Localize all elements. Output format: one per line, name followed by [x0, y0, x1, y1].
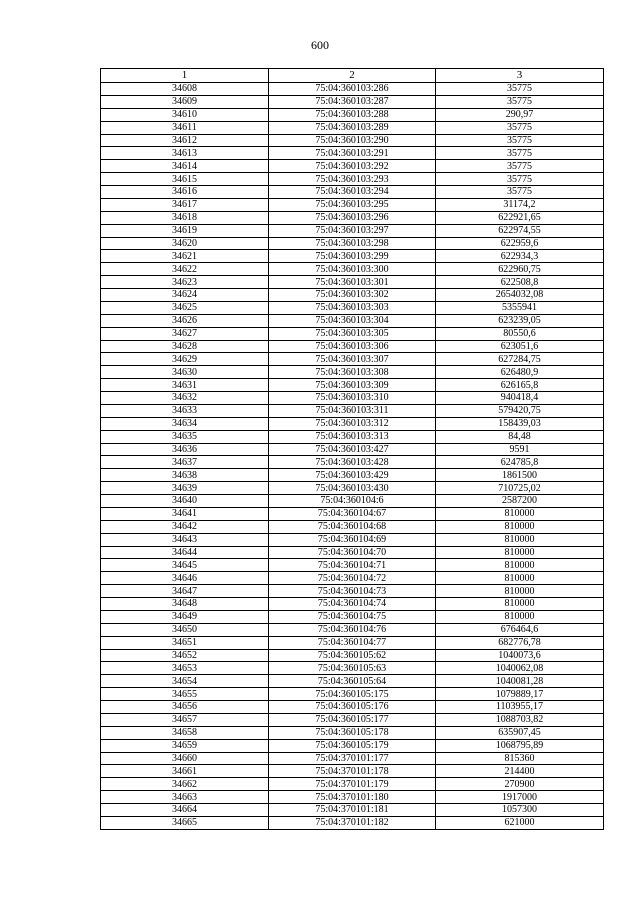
table-row — [101, 443, 604, 456]
row-number-cell: 34655 — [101, 688, 269, 701]
row-number-cell: 34617 — [101, 198, 269, 211]
value-cell: 270900 — [436, 778, 604, 791]
table-row — [101, 688, 604, 701]
table-row — [101, 263, 604, 276]
value-cell: 623239,05 — [436, 314, 604, 327]
table-row — [101, 791, 604, 804]
value-cell: 579420,75 — [436, 404, 604, 417]
cadastral-number-cell: 75:04:360103:429 — [269, 469, 436, 482]
table-row — [101, 752, 604, 765]
value-cell: 35775 — [436, 173, 604, 186]
row-number-cell: 34648 — [101, 598, 269, 611]
cadastral-number-cell: 75:04:360103:427 — [269, 443, 436, 456]
cadastral-number-cell: 75:04:360103:309 — [269, 379, 436, 392]
table-row — [101, 816, 604, 829]
row-number-cell: 34627 — [101, 327, 269, 340]
cadastral-number-cell: 75:04:360103:292 — [269, 160, 436, 173]
value-cell: 810000 — [436, 572, 604, 585]
row-number-cell: 34630 — [101, 366, 269, 379]
table-row — [101, 533, 604, 546]
row-number-cell: 34639 — [101, 482, 269, 495]
value-cell: 1861500 — [436, 469, 604, 482]
row-number-cell: 34651 — [101, 636, 269, 649]
value-cell: 80550,6 — [436, 327, 604, 340]
cadastral-number-cell: 75:04:360105:64 — [269, 675, 436, 688]
cadastral-number-cell: 75:04:360103:286 — [269, 83, 436, 96]
row-number-cell: 34620 — [101, 237, 269, 250]
row-number-cell: 34608 — [101, 83, 269, 96]
value-cell: 622934,3 — [436, 250, 604, 263]
cadastral-number-cell: 75:04:360103:430 — [269, 482, 436, 495]
table-row — [101, 340, 604, 353]
cadastral-number-cell: 75:04:360105:175 — [269, 688, 436, 701]
table-row — [101, 662, 604, 675]
cadastral-number-cell: 75:04:360104:76 — [269, 623, 436, 636]
table-row — [101, 121, 604, 134]
cadastral-number-cell: 75:04:360103:312 — [269, 417, 436, 430]
table-row — [101, 610, 604, 623]
row-number-cell: 34657 — [101, 713, 269, 726]
table-row — [101, 186, 604, 199]
cadastral-number-cell: 75:04:360105:178 — [269, 726, 436, 739]
value-cell: 810000 — [436, 585, 604, 598]
value-cell: 810000 — [436, 546, 604, 559]
row-number-cell: 34642 — [101, 520, 269, 533]
value-cell: 621000 — [436, 816, 604, 829]
cadastral-number-cell: 75:04:360103:302 — [269, 289, 436, 302]
row-number-cell: 34652 — [101, 649, 269, 662]
cadastral-number-cell: 75:04:360104:67 — [269, 507, 436, 520]
table-row — [101, 739, 604, 752]
value-cell: 35775 — [436, 147, 604, 160]
table-row — [101, 482, 604, 495]
cadastral-number-cell: 75:04:360103:295 — [269, 198, 436, 211]
cadastral-number-cell: 75:04:360105:177 — [269, 713, 436, 726]
cadastral-number-cell: 75:04:360105:179 — [269, 739, 436, 752]
value-cell: 1103955,17 — [436, 701, 604, 714]
row-number-cell: 34646 — [101, 572, 269, 585]
table-row — [101, 520, 604, 533]
table-row — [101, 224, 604, 237]
cadastral-number-cell: 75:04:360103:294 — [269, 186, 436, 199]
cadastral-number-cell: 75:04:360104:74 — [269, 598, 436, 611]
page-number: 600 — [311, 38, 329, 52]
row-number-cell: 34640 — [101, 495, 269, 508]
value-cell: 627284,75 — [436, 353, 604, 366]
row-number-cell: 34638 — [101, 469, 269, 482]
cadastral-number-cell: 75:04:360104:72 — [269, 572, 436, 585]
table-row — [101, 314, 604, 327]
row-number-cell: 34662 — [101, 778, 269, 791]
value-cell: 35775 — [436, 121, 604, 134]
table-row — [101, 804, 604, 817]
cadastral-number-cell: 75:04:360103:310 — [269, 392, 436, 405]
row-number-cell: 34633 — [101, 404, 269, 417]
row-number-cell: 34622 — [101, 263, 269, 276]
value-cell: 35775 — [436, 160, 604, 173]
table-row — [101, 701, 604, 714]
table-row — [101, 237, 604, 250]
table-row — [101, 456, 604, 469]
cadastral-number-cell: 75:04:360104:6 — [269, 495, 436, 508]
table-row — [101, 173, 604, 186]
row-number-cell: 34636 — [101, 443, 269, 456]
cadastral-number-cell: 75:04:360103:299 — [269, 250, 436, 263]
value-cell: 158439,03 — [436, 417, 604, 430]
value-cell: 35775 — [436, 134, 604, 147]
cadastral-number-cell: 75:04:360103:296 — [269, 211, 436, 224]
cadastral-number-cell: 75:04:360105:176 — [269, 701, 436, 714]
row-number-cell: 34625 — [101, 301, 269, 314]
cadastral-number-cell: 75:04:370101:177 — [269, 752, 436, 765]
value-cell: 2587200 — [436, 495, 604, 508]
value-cell: 626165,8 — [436, 379, 604, 392]
row-number-cell: 34665 — [101, 816, 269, 829]
value-cell: 5355941 — [436, 301, 604, 314]
cadastral-number-cell: 75:04:360103:293 — [269, 173, 436, 186]
value-cell: 622959,6 — [436, 237, 604, 250]
table-row — [101, 417, 604, 430]
data-table — [100, 68, 604, 830]
row-number-cell: 34628 — [101, 340, 269, 353]
cadastral-number-cell: 75:04:360103:308 — [269, 366, 436, 379]
value-cell: 622960,75 — [436, 263, 604, 276]
cadastral-number-cell: 75:04:370101:182 — [269, 816, 436, 829]
table-row — [101, 366, 604, 379]
value-cell: 710725,02 — [436, 482, 604, 495]
cadastral-number-cell: 75:04:360103:304 — [269, 314, 436, 327]
table-row — [101, 95, 604, 108]
cadastral-number-cell: 75:04:360104:68 — [269, 520, 436, 533]
row-number-cell: 34631 — [101, 379, 269, 392]
cadastral-number-cell: 75:04:360104:77 — [269, 636, 436, 649]
value-cell: 35775 — [436, 186, 604, 199]
row-number-cell: 34650 — [101, 623, 269, 636]
value-cell: 626480,9 — [436, 366, 604, 379]
table-row — [101, 585, 604, 598]
row-number-cell: 34629 — [101, 353, 269, 366]
value-cell: 624785,8 — [436, 456, 604, 469]
table-row — [101, 250, 604, 263]
value-cell: 214400 — [436, 765, 604, 778]
row-number-cell: 34634 — [101, 417, 269, 430]
cadastral-number-cell: 75:04:360104:75 — [269, 610, 436, 623]
row-number-cell: 34609 — [101, 95, 269, 108]
row-number-cell: 34654 — [101, 675, 269, 688]
cadastral-number-cell: 75:04:360103:300 — [269, 263, 436, 276]
cadastral-number-cell: 75:04:370101:181 — [269, 804, 436, 817]
row-number-cell: 34643 — [101, 533, 269, 546]
value-cell: 1079889,17 — [436, 688, 604, 701]
row-number-cell: 34644 — [101, 546, 269, 559]
cadastral-number-cell: 75:04:360103:297 — [269, 224, 436, 237]
cadastral-number-cell: 75:04:360104:70 — [269, 546, 436, 559]
value-cell: 1057300 — [436, 804, 604, 817]
table-row — [101, 83, 604, 96]
row-number-cell: 34661 — [101, 765, 269, 778]
table-row — [101, 301, 604, 314]
table-row — [101, 430, 604, 443]
cadastral-number-cell: 75:04:360103:428 — [269, 456, 436, 469]
value-cell: 35775 — [436, 95, 604, 108]
table-row — [101, 211, 604, 224]
value-cell: 810000 — [436, 598, 604, 611]
cadastral-number-cell: 75:04:360105:63 — [269, 662, 436, 675]
table-row — [101, 147, 604, 160]
cadastral-number-cell: 75:04:360103:287 — [269, 95, 436, 108]
table-row — [101, 404, 604, 417]
cadastral-number-cell: 75:04:360103:291 — [269, 147, 436, 160]
cadastral-number-cell: 75:04:360103:303 — [269, 301, 436, 314]
row-number-cell: 34656 — [101, 701, 269, 714]
value-cell: 810000 — [436, 533, 604, 546]
row-number-cell: 34624 — [101, 289, 269, 302]
row-number-cell: 34660 — [101, 752, 269, 765]
table-row — [101, 108, 604, 121]
table-row — [101, 726, 604, 739]
cadastral-number-cell: 75:04:360103:307 — [269, 353, 436, 366]
cadastral-number-cell: 75:04:360103:313 — [269, 430, 436, 443]
table-row — [101, 353, 604, 366]
value-cell: 84,48 — [436, 430, 604, 443]
header-row — [101, 69, 604, 83]
row-number-cell: 34632 — [101, 392, 269, 405]
row-number-cell: 34649 — [101, 610, 269, 623]
value-cell: 31174,2 — [436, 198, 604, 211]
table-row — [101, 546, 604, 559]
value-cell: 635907,45 — [436, 726, 604, 739]
row-number-cell: 34641 — [101, 507, 269, 520]
value-cell: 623051,6 — [436, 340, 604, 353]
value-cell: 1088703,82 — [436, 713, 604, 726]
value-cell: 1040073,6 — [436, 649, 604, 662]
cadastral-number-cell: 75:04:360104:69 — [269, 533, 436, 546]
cadastral-number-cell: 75:04:370101:178 — [269, 765, 436, 778]
column-header-2: 2 — [269, 69, 436, 83]
value-cell: 815360 — [436, 752, 604, 765]
value-cell: 810000 — [436, 610, 604, 623]
value-cell: 1040062,08 — [436, 662, 604, 675]
cadastral-number-cell: 75:04:370101:180 — [269, 791, 436, 804]
value-cell: 682776,78 — [436, 636, 604, 649]
value-cell: 1068795,89 — [436, 739, 604, 752]
value-cell: 35775 — [436, 83, 604, 96]
table-row — [101, 495, 604, 508]
table-row — [101, 559, 604, 572]
cadastral-number-cell: 75:04:360104:71 — [269, 559, 436, 572]
row-number-cell: 34610 — [101, 108, 269, 121]
row-number-cell: 34663 — [101, 791, 269, 804]
table-row — [101, 469, 604, 482]
table-row — [101, 623, 604, 636]
cadastral-number-cell: 75:04:360103:311 — [269, 404, 436, 417]
cadastral-number-cell: 75:04:360103:288 — [269, 108, 436, 121]
table-row — [101, 765, 604, 778]
row-number-cell: 34658 — [101, 726, 269, 739]
row-number-cell: 34621 — [101, 250, 269, 263]
table-row — [101, 392, 604, 405]
cadastral-number-cell: 75:04:360103:305 — [269, 327, 436, 340]
value-cell: 810000 — [436, 507, 604, 520]
cadastral-number-cell: 75:04:360103:289 — [269, 121, 436, 134]
cadastral-number-cell: 75:04:360103:301 — [269, 276, 436, 289]
row-number-cell: 34619 — [101, 224, 269, 237]
row-number-cell: 34611 — [101, 121, 269, 134]
row-number-cell: 34612 — [101, 134, 269, 147]
row-number-cell: 34635 — [101, 430, 269, 443]
table-row — [101, 198, 604, 211]
table-row — [101, 675, 604, 688]
table-row — [101, 276, 604, 289]
table-row — [101, 134, 604, 147]
cadastral-number-cell: 75:04:370101:179 — [269, 778, 436, 791]
row-number-cell: 34653 — [101, 662, 269, 675]
value-cell: 622921,65 — [436, 211, 604, 224]
table-row — [101, 379, 604, 392]
table-row — [101, 713, 604, 726]
row-number-cell: 34615 — [101, 173, 269, 186]
table-row — [101, 160, 604, 173]
row-number-cell: 34616 — [101, 186, 269, 199]
row-number-cell: 34659 — [101, 739, 269, 752]
value-cell: 940418,4 — [436, 392, 604, 405]
value-cell: 622508,8 — [436, 276, 604, 289]
cadastral-number-cell: 75:04:360103:298 — [269, 237, 436, 250]
table-row — [101, 598, 604, 611]
value-cell: 1917000 — [436, 791, 604, 804]
row-number-cell: 34614 — [101, 160, 269, 173]
row-number-cell: 34664 — [101, 804, 269, 817]
value-cell: 810000 — [436, 559, 604, 572]
value-cell: 622974,55 — [436, 224, 604, 237]
row-number-cell: 34613 — [101, 147, 269, 160]
row-number-cell: 34637 — [101, 456, 269, 469]
table-row — [101, 507, 604, 520]
cadastral-number-cell: 75:04:360103:306 — [269, 340, 436, 353]
table-row — [101, 327, 604, 340]
table-row — [101, 649, 604, 662]
cadastral-number-cell: 75:04:360105:62 — [269, 649, 436, 662]
value-cell: 9591 — [436, 443, 604, 456]
row-number-cell: 34623 — [101, 276, 269, 289]
table-row — [101, 289, 604, 302]
table-row — [101, 572, 604, 585]
column-header-1: 1 — [101, 69, 269, 83]
row-number-cell: 34618 — [101, 211, 269, 224]
table-body — [101, 83, 604, 830]
table-header — [101, 69, 604, 83]
cadastral-number-cell: 75:04:360104:73 — [269, 585, 436, 598]
row-number-cell: 34645 — [101, 559, 269, 572]
table-row — [101, 778, 604, 791]
column-header-3: 3 — [436, 69, 604, 83]
value-cell: 2654032,08 — [436, 289, 604, 302]
table-row — [101, 636, 604, 649]
value-cell: 676464,6 — [436, 623, 604, 636]
value-cell: 1040081,28 — [436, 675, 604, 688]
value-cell: 810000 — [436, 520, 604, 533]
value-cell: 290,97 — [436, 108, 604, 121]
row-number-cell: 34626 — [101, 314, 269, 327]
cadastral-number-cell: 75:04:360103:290 — [269, 134, 436, 147]
row-number-cell: 34647 — [101, 585, 269, 598]
